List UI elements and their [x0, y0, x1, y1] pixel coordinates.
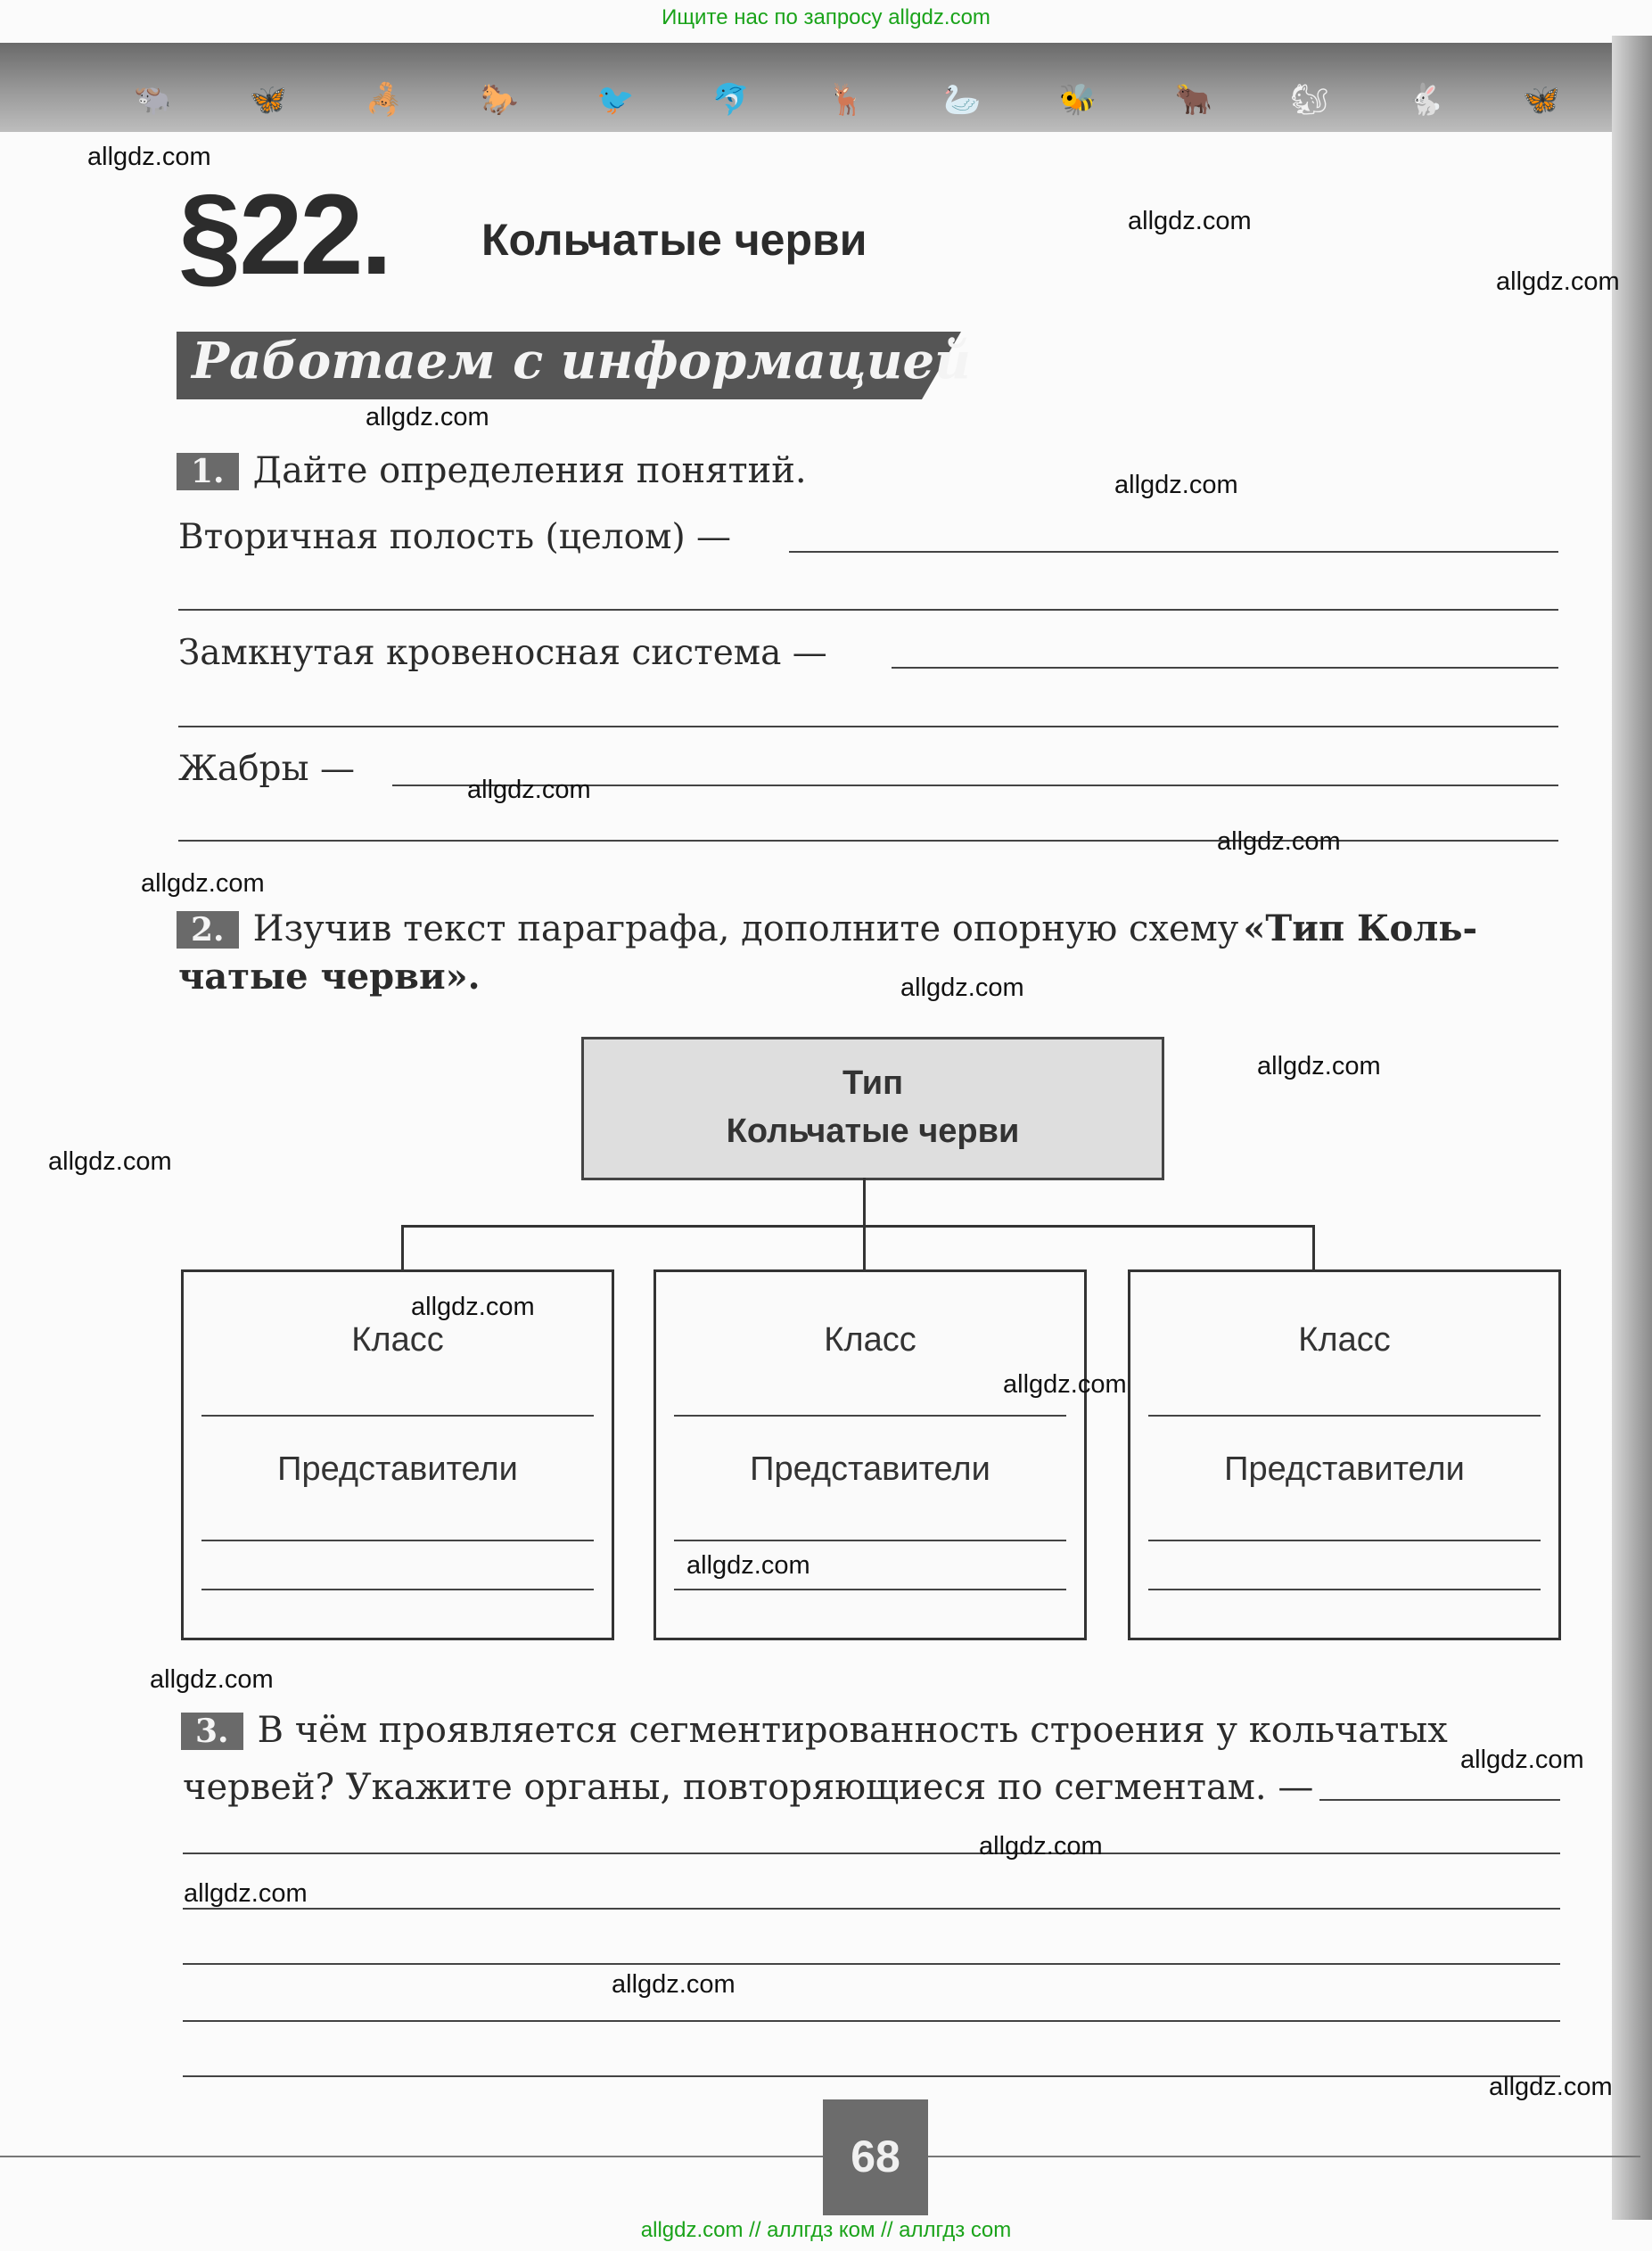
members-answer-line[interactable]: [201, 1589, 594, 1590]
watermark: allgdz.com: [979, 1832, 1103, 1861]
cow-icon: 🐂: [1174, 82, 1212, 118]
connector: [1312, 1225, 1315, 1269]
type-title: Тип: [842, 1064, 904, 1102]
bison-icon: 🐃: [134, 82, 172, 118]
task3-heading: [181, 1710, 1563, 1751]
watermark: allgdz.com: [1460, 1746, 1584, 1774]
horse-icon: 🐎: [481, 82, 519, 118]
butterfly-icon: 🦋: [249, 82, 288, 118]
answer-line[interactable]: [178, 726, 1558, 727]
task-text: В чём проявляется сегментированность строения у кольчатых: [257, 1710, 1448, 1751]
definition-label: Жабры —: [178, 749, 355, 789]
page-number: 68: [851, 2132, 900, 2181]
members-answer-line[interactable]: [674, 1589, 1066, 1590]
task-number: 3.: [181, 1713, 243, 1750]
watermark: allgdz.com: [48, 1147, 172, 1176]
class-box: [181, 1269, 614, 1640]
task2-heading: [177, 908, 1558, 949]
answer-line[interactable]: [183, 2020, 1560, 2022]
task-number: 2.: [177, 911, 239, 949]
watermark: allgdz.com: [612, 1970, 736, 1999]
class-answer-line[interactable]: [674, 1415, 1066, 1417]
scorpion-icon: 🦂: [365, 82, 403, 118]
bottom-rule: [0, 2156, 1640, 2157]
book-spine-shadow: [1612, 36, 1652, 2220]
class-box: [653, 1269, 1087, 1640]
answer-line[interactable]: [183, 1908, 1560, 1910]
task-text-continued: червей? Укажите органы, повторяющиеся по сегментам. —: [183, 1767, 1314, 1808]
watermark: allgdz.com: [1003, 1370, 1127, 1399]
insect-icon: 🐝: [1058, 82, 1097, 118]
site-footer[interactable]: allgdz.com // аллгдз ком // аллгдз com: [640, 2218, 1012, 2242]
section-banner-text: Работаем с информацией: [192, 332, 971, 390]
answer-line[interactable]: [183, 2075, 1560, 2077]
watermark: allgdz.com: [411, 1293, 535, 1321]
watermark: allgdz.com: [900, 974, 1024, 1002]
answer-line[interactable]: [183, 1853, 1560, 1854]
answer-line[interactable]: [183, 1963, 1560, 1965]
watermark: allgdz.com: [87, 143, 211, 171]
section-number: §22.: [178, 171, 390, 299]
class-answer-line[interactable]: [1148, 1415, 1541, 1417]
answer-line[interactable]: [178, 609, 1558, 611]
task-text-bold: «Тип Коль-: [1243, 908, 1478, 949]
members-label: Представители: [1224, 1450, 1465, 1488]
section-title: Кольчатые черви: [481, 215, 867, 265]
watermark: allgdz.com: [141, 869, 265, 898]
members-answer-line[interactable]: [1148, 1589, 1541, 1590]
type-box: [581, 1037, 1164, 1180]
connector: [863, 1178, 866, 1227]
watermark: allgdz.com: [1217, 827, 1341, 856]
class-label: Класс: [1298, 1321, 1391, 1359]
definition-label: Вторичная полость (целом) —: [178, 517, 732, 557]
dolphin-icon: 🐬: [711, 82, 751, 118]
task1-heading: [177, 450, 807, 491]
connector: [401, 1225, 404, 1269]
members-answer-line[interactable]: [201, 1540, 594, 1541]
members-label: Представители: [277, 1450, 518, 1488]
squirrel-icon: 🐿: [1290, 82, 1329, 118]
answer-line[interactable]: [892, 667, 1558, 669]
answer-line[interactable]: [1319, 1799, 1560, 1801]
class-label: Класс: [824, 1321, 916, 1359]
watermark: allgdz.com: [1257, 1052, 1381, 1080]
butterfly2-icon: 🦋: [1522, 82, 1560, 118]
watermark: allgdz.com: [366, 403, 489, 431]
connector: [863, 1225, 866, 1269]
watermark: allgdz.com: [150, 1665, 274, 1694]
task-text: Дайте определения понятий.: [252, 450, 807, 491]
deer-icon: 🦌: [827, 82, 866, 118]
type-name: Кольчатые черви: [726, 1113, 1020, 1150]
class-answer-line[interactable]: [201, 1415, 594, 1417]
watermark: allgdz.com: [467, 776, 591, 804]
heron-icon: 🦢: [943, 82, 982, 118]
connector: [401, 1225, 1315, 1228]
members-label: Представители: [750, 1450, 990, 1488]
members-answer-line[interactable]: [674, 1540, 1066, 1541]
watermark: allgdz.com: [1489, 2073, 1613, 2101]
watermark: allgdz.com: [1128, 207, 1252, 235]
watermark: allgdz.com: [184, 1879, 308, 1908]
horse-running-icon: 🐇: [1406, 82, 1445, 118]
watermark: allgdz.com: [686, 1551, 810, 1580]
task-text: Изучив текст параграфа, дополните опорную схему: [252, 908, 1239, 949]
bird-icon: 🐦: [596, 82, 635, 118]
class-label: Класс: [351, 1321, 444, 1359]
definition-label: Замкнутая кровеносная система —: [178, 633, 827, 673]
task-text-continued: чатые черви».: [178, 956, 481, 998]
animal-strip: [134, 82, 1560, 118]
watermark: allgdz.com: [1496, 267, 1620, 296]
answer-line[interactable]: [178, 840, 1558, 842]
watermark: allgdz.com: [1114, 471, 1238, 499]
task-number: 1.: [177, 453, 239, 490]
members-answer-line[interactable]: [1148, 1540, 1541, 1541]
answer-line[interactable]: [789, 551, 1558, 553]
site-header[interactable]: Ищите нас по запросу allgdz.com: [662, 5, 990, 29]
class-box: [1128, 1269, 1561, 1640]
